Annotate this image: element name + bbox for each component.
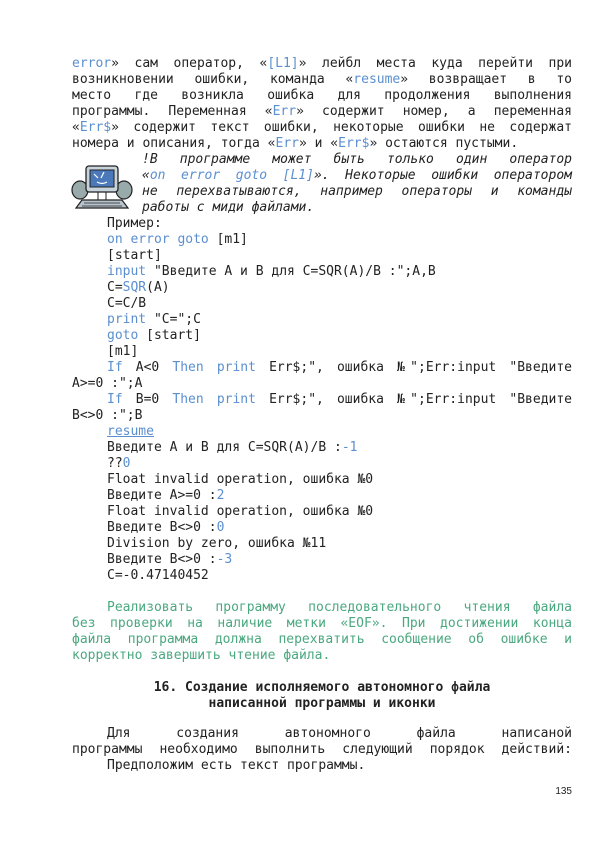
text-line [72, 120, 572, 136]
output-line [107, 488, 572, 504]
text: Err$;", ошибка №";Err:input "Введите [255, 360, 572, 375]
text: » лейбл места куда перейти при [298, 56, 572, 71]
keyword: resume [353, 72, 401, 87]
text: "Введите A и B для C=SQR(A)/B :";A,B [146, 264, 436, 279]
text: программы. Переменная « [72, 104, 273, 119]
output-line [107, 440, 572, 456]
code-line: [m1] [107, 344, 139, 359]
keyword: Then [172, 360, 204, 375]
text-line [142, 168, 572, 184]
code-block [72, 232, 572, 440]
text: ». Некоторые ошибки оператором [313, 168, 572, 183]
output-line: C=-0.47140452 [107, 568, 209, 583]
text [204, 392, 217, 407]
input-value: -3 [216, 552, 233, 567]
output-line [107, 456, 572, 472]
page-number: 135 [555, 786, 572, 797]
paragraph-error-handling [72, 56, 572, 152]
output-line [107, 552, 572, 568]
text: » возвращает в то [400, 72, 572, 87]
input-value: 0 [216, 520, 225, 535]
task-paragraph [72, 600, 572, 664]
text: C= [107, 280, 123, 295]
code-line-part: A>=0 :";A [72, 376, 143, 391]
text [204, 360, 217, 375]
text: (A) [146, 280, 170, 295]
text-line [72, 56, 572, 72]
keyword: If [107, 360, 123, 375]
keyword: goto [107, 328, 139, 343]
keyword: resume [107, 424, 154, 439]
output-line [107, 520, 572, 536]
keyword: on error goto [L1] [149, 168, 314, 183]
text: B=0 [122, 392, 173, 407]
text-line: программы необходимо выполнить следующий порядок действий: [72, 742, 572, 757]
keyword: If [107, 392, 123, 407]
input-value: 2 [216, 488, 225, 503]
code-line [107, 264, 572, 280]
text: [m1] [208, 232, 248, 247]
keyword: input [107, 264, 147, 279]
text-line: Реализовать программу последовательного чтения файла [107, 600, 572, 615]
text-line: !В программе может быть только один оператор [142, 152, 572, 167]
example-label: Пример: [107, 216, 162, 231]
code-line: [start] [107, 248, 162, 263]
keyword: Err$ [79, 120, 112, 135]
text-line [72, 104, 572, 120]
text: Введите A и B для C=SQR(A)/B : [107, 440, 342, 455]
note-block [142, 152, 572, 216]
code-line: C=C/B [107, 296, 147, 311]
keyword: print [107, 312, 147, 327]
text: » остаются пустыми. [369, 136, 519, 151]
keyword: print [216, 392, 256, 407]
output-line: Float invalid operation, ошибка №0 [107, 504, 374, 519]
code-line-part [107, 360, 572, 376]
section-heading [72, 680, 572, 712]
text-line [72, 72, 572, 88]
computer-cartoon-icon [70, 160, 134, 212]
text: » содержит текст ошибки, некоторые ошибки не содержат [111, 120, 572, 135]
text: Введите A>=0 : [107, 488, 217, 503]
text-line [72, 136, 572, 152]
code-line-part [107, 392, 572, 408]
code-line [107, 232, 572, 248]
code-line [72, 360, 572, 392]
text: A<0 [122, 360, 173, 375]
text: » сам оператор, « [111, 56, 268, 71]
text: » содержит номер, а переменная [296, 104, 572, 119]
text: « [72, 120, 80, 135]
text: "C=";C [146, 312, 201, 327]
output-line: Division by zero, ошибка №11 [107, 536, 327, 551]
keyword: print [216, 360, 256, 375]
output-block [72, 440, 572, 584]
code-line [107, 312, 572, 328]
output-line: Float invalid operation, ошибка №0 [107, 472, 374, 487]
text: возникновении ошибки, команда « [72, 72, 354, 87]
code-line [107, 328, 572, 344]
text-line: без проверки на наличие метки «EOF». При достижении конца [72, 616, 572, 631]
text: [start] [138, 328, 201, 343]
text: номера и описания, тогда « [72, 136, 276, 151]
text-line: место где возникла ошибка для продолжения выполнения [72, 88, 572, 103]
text: Введите B<>0 : [107, 520, 217, 535]
text-line: работы с миди файлами. [142, 200, 315, 215]
keyword: [L1] [267, 56, 299, 71]
document-page [72, 56, 572, 774]
text-line: не перехватываются, например операторы и команды [142, 184, 572, 199]
text-line: Для создания автономного файла написаной [107, 726, 572, 741]
input-value: 0 [122, 456, 131, 471]
keyword: Err$ [338, 136, 370, 151]
input-value: -1 [341, 440, 358, 455]
heading-line: написанной программы и иконки [208, 696, 436, 711]
text-line: корректно завершить чтение файла. [72, 648, 331, 663]
keyword: Err [275, 136, 299, 151]
text: Err$;", ошибка №";Err:input "Введите [255, 392, 572, 407]
text: ?? [107, 456, 123, 471]
text: Введите B<>0 : [107, 552, 217, 567]
heading-line: 16. Создание исполняемого автономного файла [153, 680, 491, 695]
text-line: Предположим есть текст программы. [107, 758, 366, 773]
keyword: on error goto [107, 232, 209, 247]
text: « [142, 168, 150, 183]
keyword: error [72, 56, 112, 71]
keyword: SQR [122, 280, 147, 295]
text: » и « [298, 136, 339, 151]
code-line [72, 392, 572, 424]
paragraph-executable [72, 726, 572, 774]
code-line-part: B<>0 :";B [72, 408, 143, 423]
code-line [107, 424, 572, 440]
code-line [107, 280, 572, 296]
text-line: файла программа должна перехватить сообщение об ошибке и [72, 632, 572, 647]
keyword: Then [172, 392, 204, 407]
keyword: Err [272, 104, 297, 119]
